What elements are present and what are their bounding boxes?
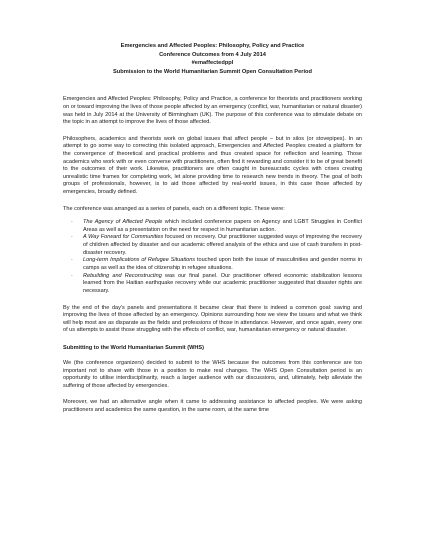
bullet-icon: · bbox=[71, 234, 73, 241]
panel-description: was our final panel. Our practitioner offered economic stabilization lessons learned from the Haitian earthquake recovery while our academic practitioner suggested that disaster rights are necessary. bbox=[83, 272, 362, 294]
alternative-angle-paragraph: Moreover, we had an alternative angle when it came to addressing assistance to affected peoples. We were asking practitioners and academics the same question, in the same room, at the same time bbox=[63, 399, 362, 413]
list-item bbox=[63, 257, 362, 272]
conference-hashtag: #emaffectedppl bbox=[191, 60, 234, 67]
panel-title: A Way Forward for Communities bbox=[83, 234, 164, 241]
panel-description: which included conference papers on Agency and LGBT Struggles in Conflict Areas as well as a presentation on the need for respect in humanitarian action. bbox=[83, 219, 362, 233]
conference-date: Conference Outcomes from 4 July 2014 bbox=[159, 51, 266, 58]
section-heading: Submitting to the World Humanitarian Summit (WHS) bbox=[63, 344, 204, 351]
bullet-icon: · bbox=[71, 219, 73, 226]
panel-title: The Agency of Affected People bbox=[83, 219, 163, 226]
list-item bbox=[63, 234, 362, 257]
panel-description: focused on recovery. Our practitioner suggested ways of improving the recovery of children affected by disaster and our academic offered analysis of the ethics and use of cash transfers in post-disaster recovery. bbox=[83, 234, 362, 256]
bullet-icon: · bbox=[71, 257, 73, 264]
submission-reason-paragraph: We (the conference organizers) decided to submit to the WHS because the outcomes from this conference are too important not to share with those in a position to make real changes. The WHS Open Consultation period is an opportunity to utilise interdisciplinarity, reach a larger audience with our discussions, and, ultimately, help alleviate the suffering of those affected by emergencies. bbox=[63, 359, 362, 389]
approach-paragraph: Philosophers, academics and theorists work on global issues that affect people – but in silos (or stovepipes). In an attempt to go some way to correcting this isolated approach, Emergencies and Affected Peoples created a platform for the convergence of theoretical and practical problems and thus created space for reflection and learning. Those academics who work with or even converse with practitioners, often find it rewarding and consider it to be of great benefit to the outcomes of their work. Likewise, practitioners are often caught in bureaucratic cycles with crises creating unrealistic time frames for completing work, let alone providing time to research new trends in theory. The goal of both groups of professionals, however, is to aid those affected by real-world issues, in this case those affected by emergencies, broadly defined. bbox=[63, 135, 362, 195]
panel-title: Rebuilding and Reconstructing bbox=[83, 272, 162, 279]
list-item bbox=[63, 273, 362, 296]
panel-list bbox=[63, 219, 362, 296]
intro-paragraph: Emergencies and Affected Peoples: Philosophy, Policy and Practice, a conference for theorists and practitioners working on or toward improving the lives of those people affected by an emergency (conflict, war, humanitarian or natural disaster) was held in July 2014 at the University of Birmingham (UK). The purpose of this conference was to stimulate debate on the topic in an attempt to improve the lives of those affected. bbox=[63, 96, 362, 126]
bullet-icon: · bbox=[71, 272, 73, 279]
panels-intro-paragraph: The conference was arranged as a series of panels, each on a different topic. These were: bbox=[63, 205, 285, 212]
common-goal-paragraph: By the end of the day's panels and presentations it became clear that there is indeed a common goal: saving and improving the lives of those affected by an emergency. Opinions surrounding how we view the issues and what we think will help most are as disparate as the fields and professions of those in attendance. However, and once again, every one of us attempts to assist those struggling with the effects of conflict, war, humanitarian emergency or natural disaster. bbox=[63, 304, 362, 334]
list-item bbox=[63, 219, 362, 234]
document-title-block bbox=[63, 42, 362, 76]
submission-title: Submission to the World Humanitarian Summit Open Consultation Period bbox=[113, 68, 312, 75]
conference-title: Emergencies and Affected Peoples: Philosophy, Policy and Practice bbox=[120, 43, 305, 49]
panel-title: Long-term Implications of Refugee Situations bbox=[83, 257, 196, 264]
panel-description: touched upon both the issue of masculinities and gender norms in camps as well as the idea of citizenship in refugee situations. bbox=[83, 257, 362, 272]
